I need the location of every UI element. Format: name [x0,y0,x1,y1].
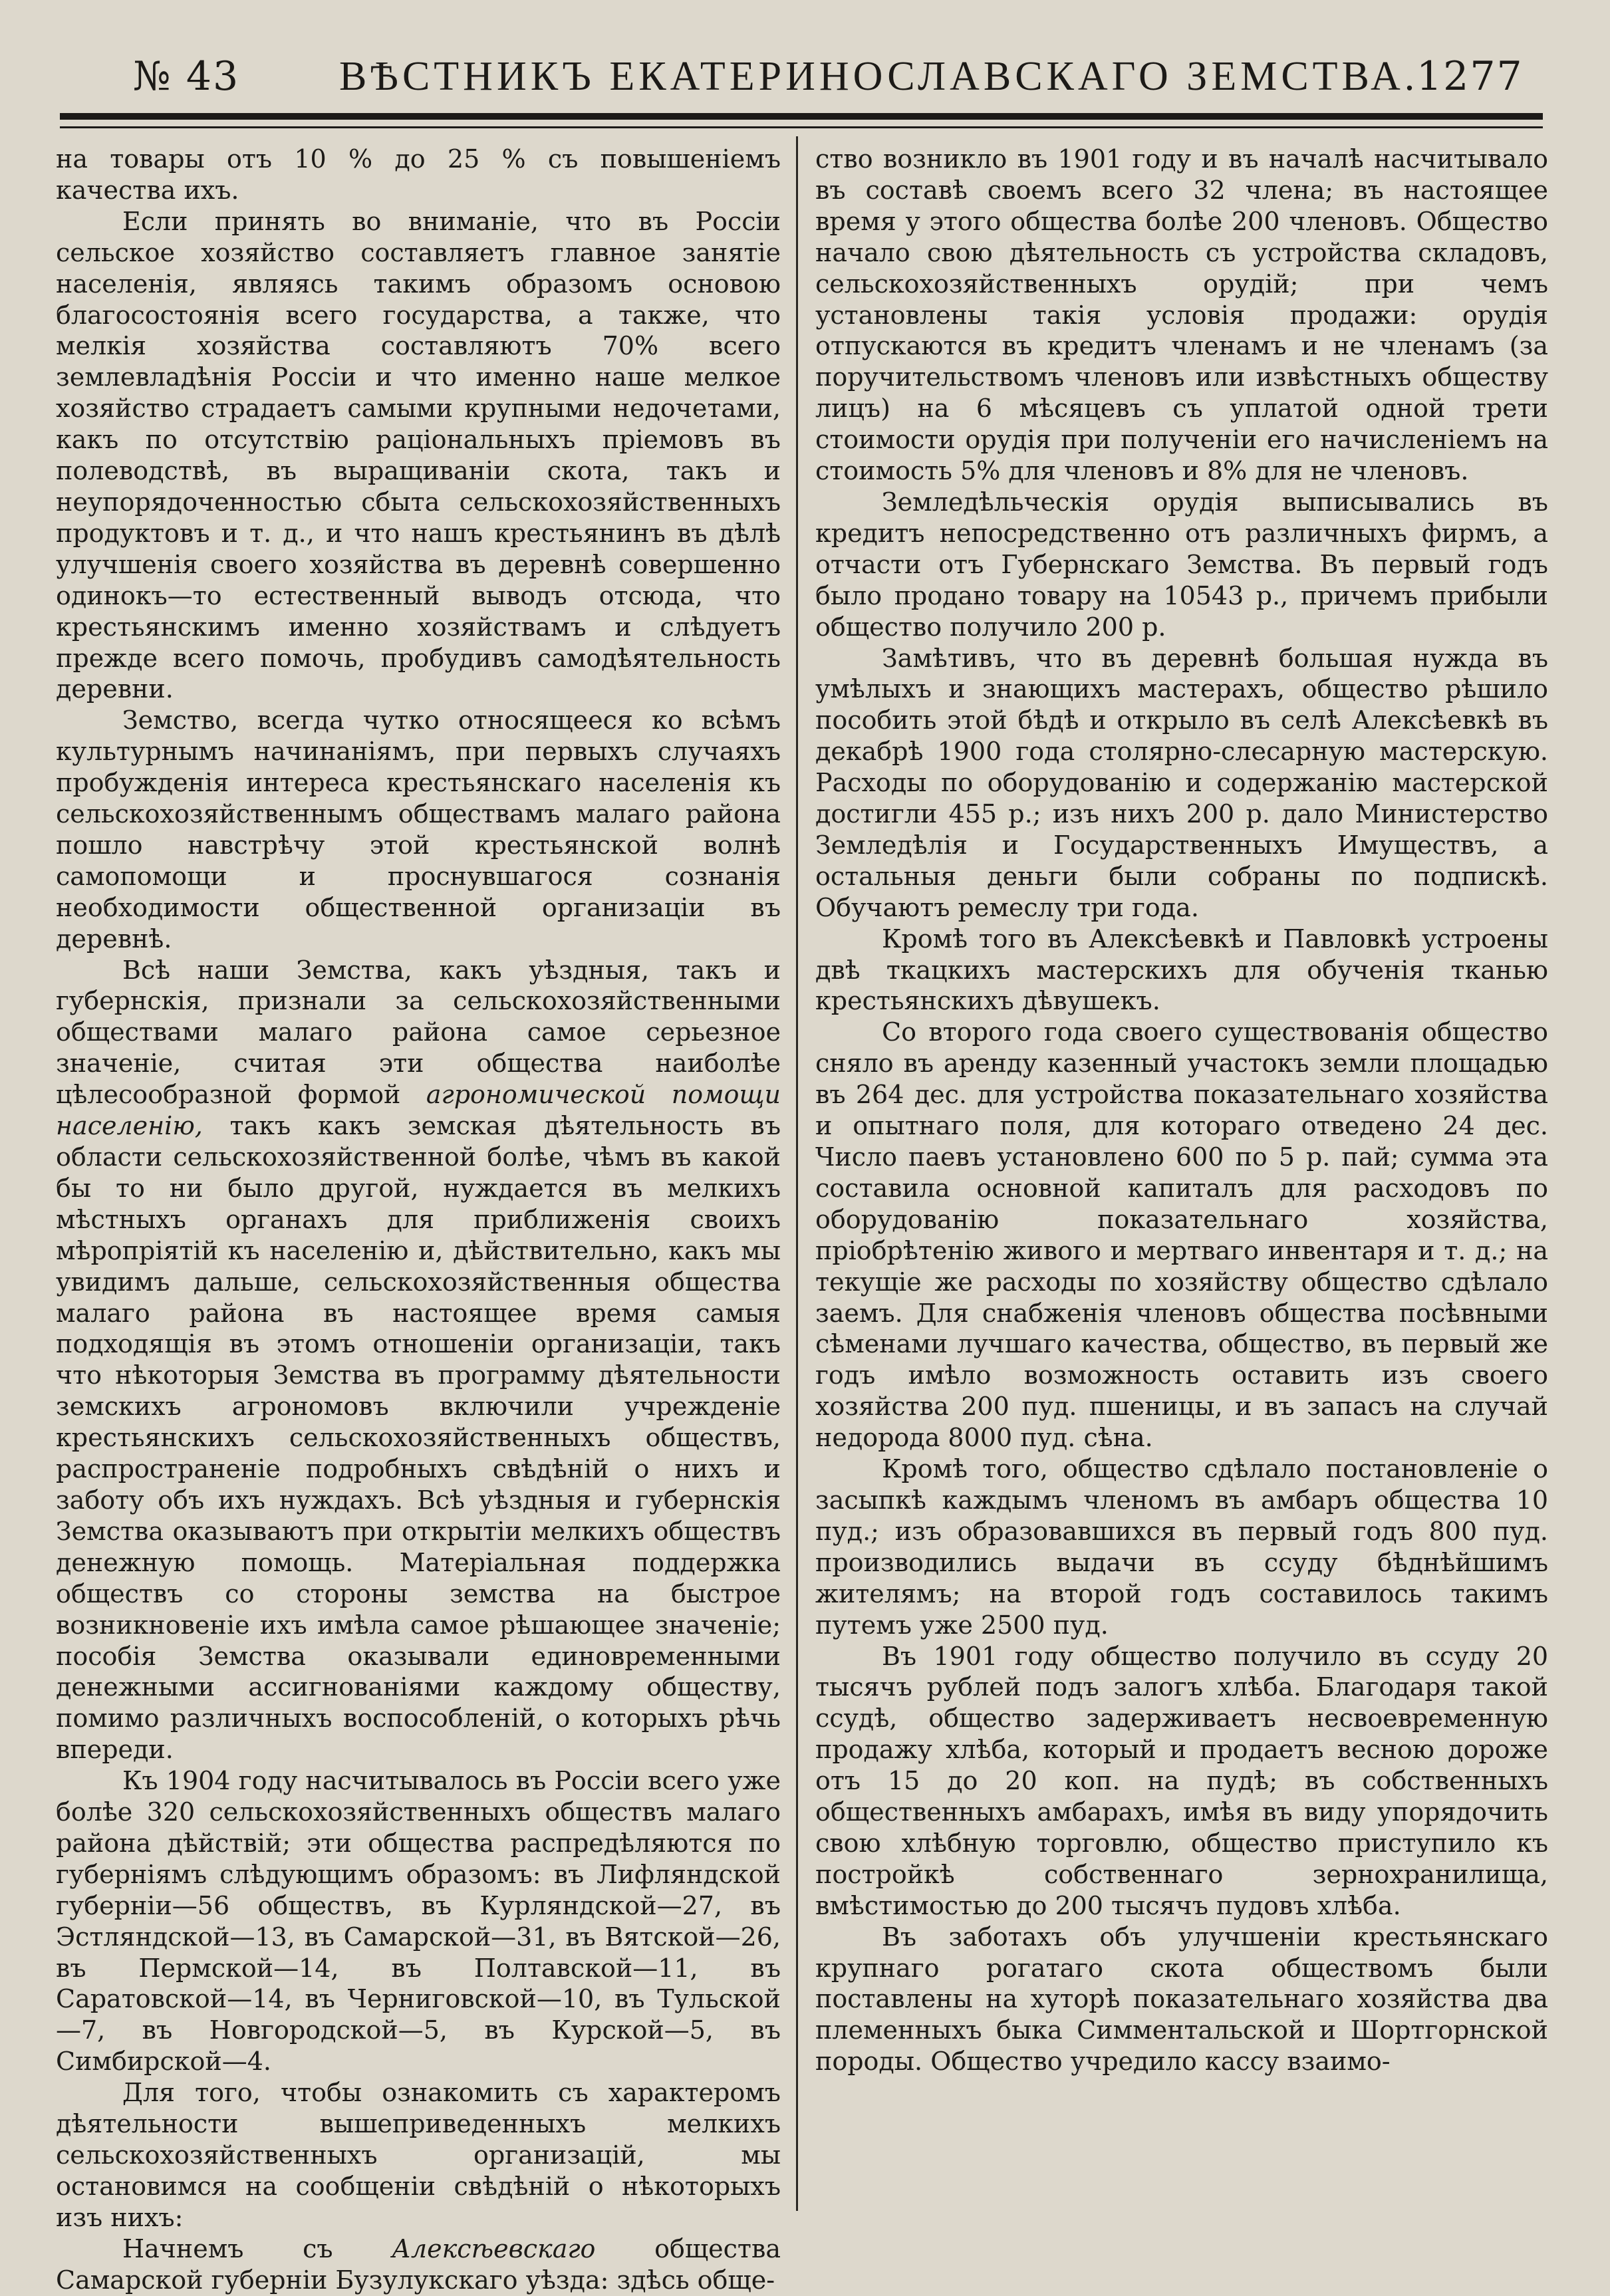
right-paragraph-2: Земледѣльческія орудія выписывались въ кредитъ непосредственно отъ различныхъ фирмъ, а отчасти отъ Губернскаго Земства. Въ первый годъ было продано товару на 10543 р., причемъ прибыли общество получило 200 р. [815,487,1548,642]
header-rule-thin [60,126,1543,128]
left-paragraph-7-emphasis: Алексѣевскаго [392,2233,596,2263]
left-paragraph-4-text-a: Всѣ наши Земства, какъ уѣздныя, такъ и губернскія, признали за сельскохозяйственными обществами малаго района самое серьезное значеніе, считая эти общества наиболѣе цѣлесообразной формой [56,955,781,1110]
left-paragraph-2: Если принять во вниманіе, что въ Россіи сельское хозяйство составляетъ главное занятіе населенія, являясь такимъ образомъ основою благосостоянія всего государства, а также, что мелкія хозяйства составляютъ 70% всего землевладѣнія Россіи и что именно наше мелкое хозяйство страдаетъ самыми крупными недочетами, какъ по отсутствію раціональныхъ пріемовъ въ полеводствѣ, въ выращиваніи скота, такъ и неупорядоченностью сбыта сельскохозяйственныхъ продуктовъ и т. д., и что нашъ крестьянинъ въ дѣлѣ улучшенія своего хозяйства въ деревнѣ совершенно одинокъ—то естественный выводъ отсюда, что крестьянскимъ именно хозяйствамъ и слѣдуетъ прежде всего помочь, пробудивъ самодѣятельность деревни. [56,206,781,704]
left-paragraph-4-text-b: такъ какъ земская дѣятельность въ области сельскохозяйственной болѣе, чѣмъ въ какой бы то ни было другой, нуждается въ мелкихъ мѣстныхъ органахъ для приближенія своихъ мѣропріятій къ населенію и, дѣйствительно, какъ мы увидимъ дальше, сельскохозяйственныя общества малаго района въ настоящее время самыя подходящія въ этомъ отношеніи организаціи, такъ что нѣкоторыя Земства въ программу дѣятельности земскихъ агрономовъ включили учрежденіе крестьянскихъ сельскохозяйственныхъ обществъ, распространеніе подробныхъ свѣдѣній о нихъ и заботу объ ихъ нуждахъ. Всѣ уѣздныя и губернскія Земства оказываютъ при открытіи мелкихъ обществъ денежную помощь. Матеріальная поддержка обществъ со стороны земства на быстрое возникновеніе ихъ имѣла самое рѣшающее значеніе; пособія Земства оказывали единовременными денежными ассигнованіями каждому обществу, помимо различныхъ воспособленій, о которыхъ рѣчь впереди. [56,1111,781,1765]
left-column [56,144,781,2295]
right-paragraph-5: Со второго года своего существованія общество сняло въ аренду казенный участокъ земли площадью въ 264 дес. для устройства показательнаго хозяйства и опытнаго поля, для котораго отведено 24 дес. Число паевъ установлено 600 по 5 р. пай; сумма эта составила основной капиталъ для расходовъ по оборудованію показательнаго хозяйства, пріобрѣтенію живого и мертваго инвентаря и т. д.; на текущіе же расходы по хозяйству общество сдѣлало заемъ. Для снабженія членовъ общества посѣвными сѣменами лучшаго качества, общество, въ первый же годъ имѣло возможность оставить изъ своего хозяйства 200 пуд. пшеницы, и въ запасъ на случай недорода 8000 пуд. сѣна. [815,1017,1548,1453]
right-paragraph-1: ство возникло въ 1901 году и въ началѣ насчитывало въ составѣ своемъ всего 32 члена; въ настоящее время у этого общества болѣе 200 членовъ. Общество начало свою дѣятельность съ устройства складовъ, сельскохозяйственныхъ орудій; при чемъ установлены такія условія продажи: орудія отпускаются въ кредитъ членамъ и не членамъ (за поручительствомъ членовъ или извѣстныхъ обществу лицъ) на 6 мѣсяцевъ съ уплатой одной трети стоимости орудія при полученіи его начисленіемъ на стоимость 5% для членовъ и 8% для не членовъ. [815,144,1548,486]
header-rule-thick [60,113,1543,120]
right-paragraph-8: Въ заботахъ объ улучшеніи крестьянскаго крупнаго рогатаго скота обществомъ были поставлены на хуторѣ показательнаго хозяйства два племенныхъ быка Симментальской и Шортгорнской породы. Общество учредило кассу взаимо- [815,1922,1548,2077]
left-paragraph-1: на товары отъ 10 % до 25 % съ повышеніемъ качества ихъ. [56,144,781,205]
page-number: 1277 [1416,53,1524,100]
right-paragraph-4: Кромѣ того въ Алексѣевкѣ и Павловкѣ устроены двѣ ткацкихъ мастерскихъ для обученія тканью крестьянскихъ дѣвушекъ. [815,924,1548,1016]
right-column [815,144,1548,2218]
left-paragraph-6: Для того, чтобы ознакомить съ характеромъ дѣятельности вышеприведенныхъ мелкихъ сельскохозяйственныхъ организацій, мы остановимся на сообщеніи свѣдѣній о нѣкоторыхъ изъ нихъ: [56,2078,781,2232]
left-paragraph-4 [56,955,781,1766]
issue-number: № 43 [133,53,240,100]
left-paragraph-3: Земство, всегда чутко относящееся ко всѣмъ культурнымъ начинаніямъ, при первыхъ случаяхъ пробужденія интереса крестьянскаго населенія къ сельскохозяйственнымъ обществамъ малаго района пошло навстрѣчу этой крестьянской волнѣ самопомощи и проснувшагося сознанія необходимости общественной организаціи въ деревнѣ. [56,705,781,954]
left-paragraph-7-text-b: общества Самарской губерніи Бузулукскаго уѣзда: здѣсь обще- [56,2233,781,2295]
right-paragraph-3: Замѣтивъ, что въ деревнѣ большая нужда въ умѣлыхъ и знающихъ мастерахъ, общество рѣшило пособить этой бѣдѣ и открыло въ селѣ Алексѣевкѣ въ декабрѣ 1900 года столярно-слесарную мастерскую. Расходы по оборудованію и содержанію мастерской достигли 455 р.; изъ нихъ 200 р. дало Министерство Земледѣлія и Государственныхъ Имуществъ, а остальныя деньги были собраны по подпискѣ. Обучаютъ ремеслу три года. [815,643,1548,922]
left-paragraph-5: Къ 1904 году насчитывалось въ Россіи всего уже болѣе 320 сельскохозяйственныхъ обществъ малаго района дѣйствій; эти общества распредѣляются по губерніямъ слѣдующимъ образомъ: въ Лифляндской губерніи—56 обществъ, въ Курляндской—27, въ Эстляндской—13, въ Самарской—31, въ Вятской—26, въ Пермской—14, въ Полтавской—11, въ Саратовской—14, въ Черниговской—10, въ Тульской—7, въ Новгородской—5, въ Курской—5, въ Симбирской—4. [56,1766,781,2077]
column-divider [796,136,798,2211]
running-header [53,40,1563,120]
left-paragraph-7-text-a: Начнемъ съ [122,2233,392,2263]
right-paragraph-7: Въ 1901 году общество получило въ ссуду 20 тысячъ рублей подъ залогъ хлѣба. Благодаря такой ссудѣ, общество задерживаетъ несвоевременную продажу хлѣба, который и продаетъ весною дороже отъ 15 до 20 коп. на пудѣ; въ собственныхъ общественныхъ амбарахъ, имѣя въ виду упорядочить свою хлѣбную торговлю, общество приступило къ постройкѣ собственнаго зернохранилища, вмѣстимостью до 200 тысячъ пудовъ хлѣба. [815,1641,1548,1920]
left-paragraph-4-emphasis: агрономической помощи населенію, [56,1080,781,1141]
journal-title: ВѢСТНИКЪ ЕКАТЕРИНОСЛАВСКАГО ЗЕМСТВА. [339,54,1419,99]
left-paragraph-7 [56,2233,781,2296]
right-paragraph-6: Кромѣ того, общество сдѣлало постановленіе о засыпкѣ каждымъ членомъ въ амбаръ общества 10 пуд.; изъ образовавшихся въ первый годъ 800 пуд. производились выдачи въ ссуду бѣднѣйшимъ жителямъ; на второй годъ составилось такимъ путемъ уже 2500 пуд. [815,1454,1548,1640]
